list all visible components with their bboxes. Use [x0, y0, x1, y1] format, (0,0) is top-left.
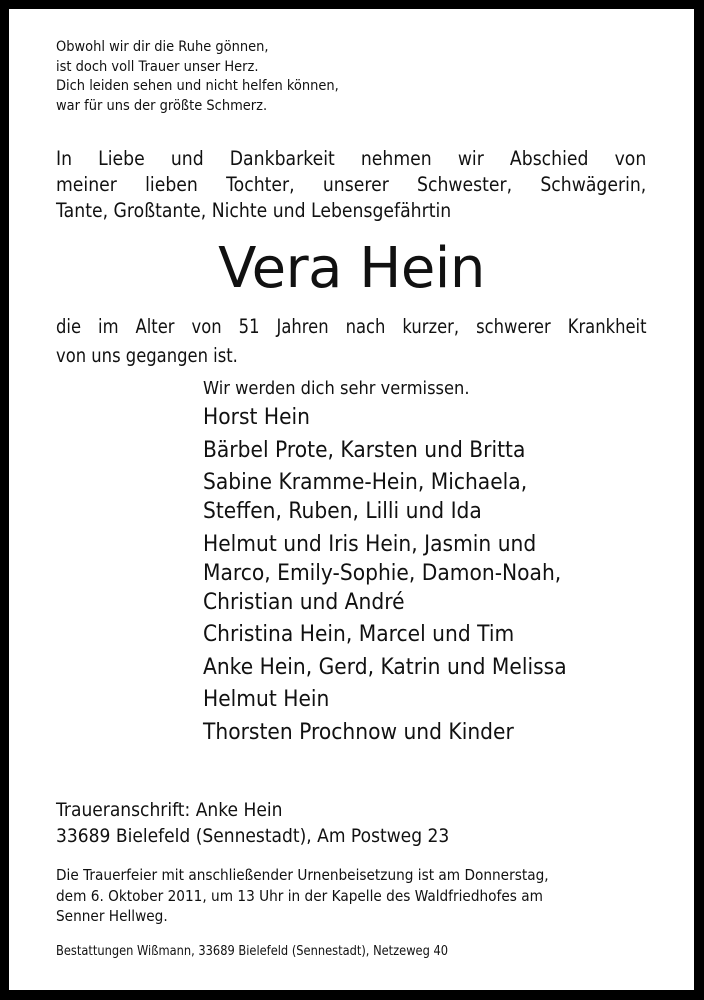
family-line: Steffen, Ruben, Lilli und Ida [203, 498, 482, 524]
family-line: Christina Hein, Marcel und Tim [203, 621, 515, 647]
family-line: Thorsten Prochnow und Kinder [203, 718, 514, 745]
ceremony-line: Die Trauerfeier mit anschließender Urnenbeisetzung ist am Donnerstag, [56, 866, 549, 884]
after-name-line: die im Alter von 51 Jahren nach kurzer, schwerer Krankheit [56, 315, 647, 338]
family-line: Sabine Kramme-Hein, Michaela, [203, 469, 528, 495]
address-line: 33689 Bielefeld (Sennestadt), Am Postweg 23 [56, 825, 450, 847]
family-group [203, 620, 567, 649]
poem-line: Obwohl wir dir die Ruhe gönnen, [56, 39, 269, 55]
family-group [203, 718, 567, 747]
family-line: Helmut Hein [203, 686, 330, 712]
family-line: Marco, Emily-Sophie, Damon-Noah, [203, 559, 562, 586]
intro-line: meiner lieben Tochter, unserer Schwester, Schwägerin, [56, 173, 647, 196]
family-list [203, 376, 607, 750]
family-group [203, 685, 567, 714]
address-line: Traueranschrift: Anke Hein [56, 799, 283, 821]
intro-line: Tante, Großtante, Nichte und Lebensgefährtin [56, 199, 452, 222]
family-group [203, 530, 567, 617]
ceremony-line: Senner Hellweg. [56, 907, 168, 926]
family-group [203, 436, 567, 465]
after-name-text [56, 312, 704, 370]
family-group [203, 468, 567, 526]
ceremony-info [56, 865, 549, 927]
poem-line: Dich leiden sehen und nicht helfen können, [56, 78, 339, 94]
family-line: Helmut und Iris Hein, Jasmin und [203, 530, 537, 557]
family-line: Christian und André [203, 588, 405, 615]
obituary-card [9, 9, 694, 990]
family-intro: Wir werden dich sehr vermissen. [203, 379, 470, 399]
intro-text [56, 146, 704, 224]
undertaker-info: Bestattungen Wißmann, 33689 Bielefeld (Sennestadt), Netzeweg 40 [56, 944, 449, 959]
family-line: Horst Hein [203, 404, 311, 430]
after-name-line: von uns gegangen ist. [56, 344, 238, 367]
ceremony-line: dem 6. Oktober 2011, um 13 Uhr in der Kapelle des Waldfriedhofes am [56, 886, 543, 905]
family-group [203, 653, 567, 682]
mourning-address [56, 797, 449, 849]
deceased-name: Vera Hein [218, 236, 485, 301]
family-group [203, 403, 567, 432]
family-line: Bärbel Prote, Karsten und Britta [203, 436, 526, 463]
family-line: Anke Hein, Gerd, Katrin und Melissa [203, 653, 567, 680]
intro-line: In Liebe und Dankbarkeit nehmen wir Abschied von [56, 147, 647, 170]
poem [56, 38, 339, 116]
poem-line: war für uns der größte Schmerz. [56, 97, 268, 114]
poem-line: ist doch voll Trauer unser Herz. [56, 58, 259, 75]
